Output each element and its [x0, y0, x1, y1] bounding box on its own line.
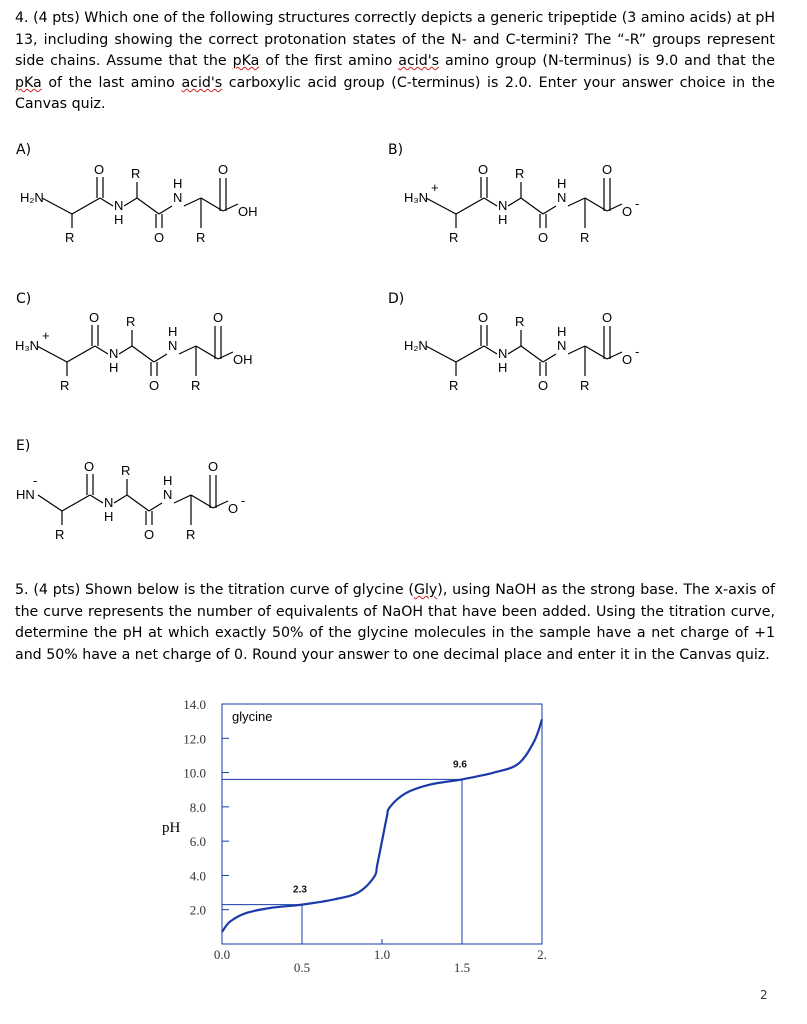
- n-terminus-group: H₃N: [404, 190, 429, 205]
- amide-nitrogen: N: [557, 190, 567, 205]
- carbonyl-oxygen: O: [94, 162, 105, 177]
- c-terminus-charge: -: [635, 344, 640, 359]
- option-a-label: A): [16, 142, 32, 158]
- amide-nitrogen: N: [173, 190, 183, 205]
- carbonyl-oxygen: O: [213, 310, 224, 325]
- amide-hydrogen: H: [163, 473, 173, 488]
- amide-hydrogen: H: [557, 324, 567, 339]
- y-tick-label: 10.0: [183, 765, 206, 781]
- amide-nitrogen: N: [498, 198, 508, 213]
- n-terminus-group: H₃N: [15, 338, 40, 353]
- amide-hydrogen: H: [557, 176, 567, 191]
- c-terminus-group: O: [622, 352, 633, 367]
- x-tick-label: 0.0: [213, 947, 231, 962]
- option-b-label: B): [388, 142, 404, 158]
- option-c-label: C): [16, 291, 32, 307]
- y-axis-label: pH: [162, 820, 181, 836]
- amide-nitrogen: N: [114, 198, 124, 213]
- amide-nitrogen: N: [163, 487, 173, 502]
- amide-hydrogen: H: [168, 324, 178, 339]
- carbonyl-oxygen: O: [144, 527, 155, 542]
- carbonyl-oxygen: O: [478, 310, 489, 325]
- carbonyl-oxygen: O: [149, 378, 160, 393]
- annotation-label: 9.6: [453, 759, 467, 771]
- amide-hydrogen: H: [498, 360, 508, 375]
- side-chain-r: R: [121, 463, 131, 478]
- carbonyl-oxygen: O: [218, 162, 229, 177]
- n-terminus-group: H₂N: [404, 338, 428, 353]
- amide-hydrogen: H: [498, 212, 508, 227]
- side-chain-r: R: [131, 166, 141, 181]
- question-4-text: 4. (4 pts) Which one of the following structures correctly depicts a generic tripeptide (3 amino acids) at pH 13, including showing the correct protonation states of the N- and C-termini? The “-R” groups represent side chains. Assume that the pKa of the first amino acid's amino group (N-terminus) is 9.0 and that the pKa of the last amino acid's carboxylic acid group (C-terminus) is 2.0. Enter your answer choice in the Canvas quiz.: [15, 10, 775, 113]
- option-d-label: D): [388, 291, 405, 307]
- x-tick-label: 1.0: [373, 947, 391, 962]
- c-terminus-charge: -: [635, 196, 640, 211]
- side-chain-r: R: [55, 527, 65, 542]
- n-terminus-charge: -: [33, 473, 38, 488]
- side-chain-r: R: [126, 314, 136, 329]
- x-tick-label: 1.5: [453, 960, 471, 975]
- titration-curve: [222, 719, 542, 932]
- amide-nitrogen: N: [168, 338, 178, 353]
- n-terminus-charge: +: [431, 180, 439, 195]
- amide-hydrogen: H: [114, 212, 124, 227]
- amide-nitrogen: N: [557, 338, 567, 353]
- carbonyl-oxygen: O: [84, 459, 95, 474]
- amide-nitrogen: N: [109, 346, 119, 361]
- side-chain-r: R: [65, 230, 75, 245]
- c-terminus-charge: -: [241, 493, 246, 508]
- n-terminus-group: H₂N: [20, 190, 44, 205]
- side-chain-r: R: [515, 314, 525, 329]
- chart-title: glycine: [232, 709, 273, 724]
- side-chain-r: R: [515, 166, 525, 181]
- x-tick-label: 0.5: [293, 960, 311, 975]
- c-terminus-group: OH: [238, 204, 258, 219]
- amide-hydrogen: H: [173, 176, 183, 191]
- carbonyl-oxygen: O: [154, 230, 165, 245]
- c-terminus-group: O: [228, 501, 239, 516]
- n-terminus-charge: +: [42, 328, 50, 343]
- carbonyl-oxygen: O: [538, 230, 549, 245]
- page-number: 2: [760, 988, 768, 1002]
- side-chain-r: R: [191, 378, 201, 393]
- option-e-label: E): [16, 438, 31, 454]
- carbonyl-oxygen: O: [602, 162, 613, 177]
- amide-hydrogen: H: [109, 360, 119, 375]
- y-tick-label: 8.0: [189, 799, 206, 815]
- carbonyl-oxygen: O: [478, 162, 489, 177]
- annotation-label: 2.3: [293, 884, 307, 896]
- side-chain-r: R: [196, 230, 206, 245]
- side-chain-r: R: [186, 527, 196, 542]
- n-terminus-group: HN: [16, 487, 35, 502]
- c-terminus-group: O: [622, 204, 633, 219]
- amide-nitrogen: N: [104, 495, 114, 510]
- c-terminus-group: OH: [233, 352, 253, 367]
- amide-nitrogen: N: [498, 346, 508, 361]
- amide-hydrogen: H: [104, 509, 114, 524]
- carbonyl-oxygen: O: [602, 310, 613, 325]
- question-5-text: 5. (4 pts) Shown below is the titration curve of glycine (Gly), using NaOH as the strong base. The x-axis of the curve represents the number of equivalents of NaOH that have been added. Using the titration curve, determine the pH at which exactly 50% of the glycine molecules in the sample have a net charge of +1 and 50% have a net charge of 0. Round your answer to one decimal place and enter it in the Canvas quiz.: [15, 582, 775, 663]
- x-tick-label: 2.: [537, 947, 547, 962]
- carbonyl-oxygen: O: [89, 310, 100, 325]
- side-chain-r: R: [449, 230, 459, 245]
- carbonyl-oxygen: O: [538, 378, 549, 393]
- y-tick-label: 2.0: [189, 902, 206, 918]
- y-tick-label: 12.0: [183, 731, 206, 747]
- side-chain-r: R: [449, 378, 459, 393]
- side-chain-r: R: [580, 378, 590, 393]
- y-tick-label: 6.0: [189, 834, 206, 850]
- y-tick-label: 14.0: [183, 697, 206, 712]
- side-chain-r: R: [580, 230, 590, 245]
- y-tick-label: 4.0: [189, 868, 206, 884]
- side-chain-r: R: [60, 378, 70, 393]
- carbonyl-oxygen: O: [208, 459, 219, 474]
